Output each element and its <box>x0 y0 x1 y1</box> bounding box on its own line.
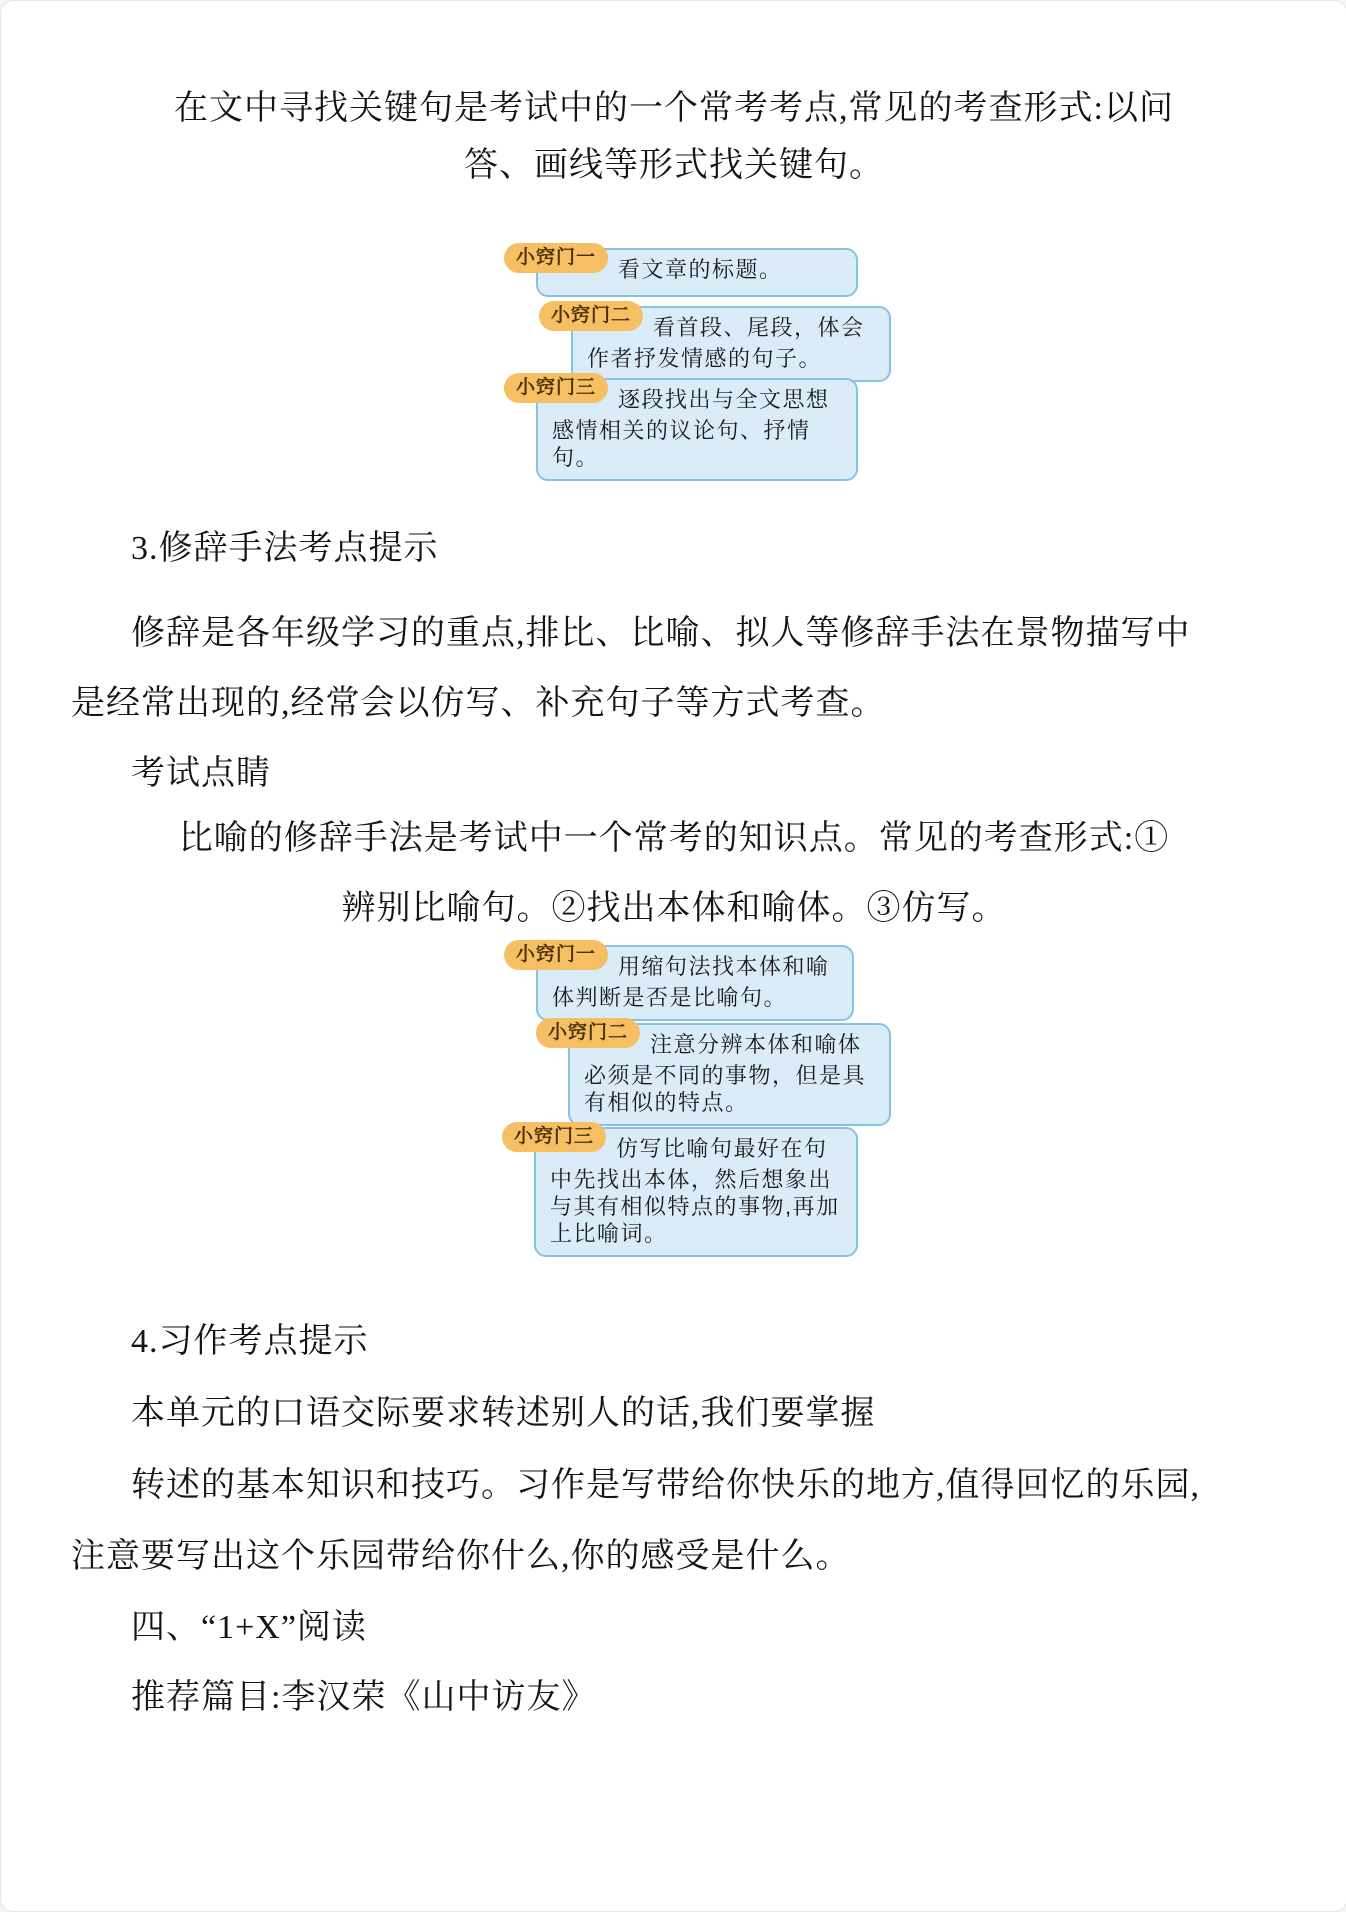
exam-tip-line-1: 比喻的修辞手法是考试中一个常考的知识点。常见的考查形式:① <box>178 820 1170 857</box>
tip-box-keyword-1 <box>516 247 858 297</box>
section-4-para-line-3: 注意要写出这个乐园带给你什么,你的感受是什么。 <box>71 1538 851 1575</box>
exam-tip-line-2: 辨别比喻句。②找出本体和喻体。③仿写。 <box>341 890 1007 927</box>
tip-badge-keyword-3: 小窍门三 <box>504 373 608 403</box>
tip-box-keyword-3 <box>516 377 858 481</box>
tip-box-keyword-2 <box>551 305 891 382</box>
section-4-heading: 4.习作考点提示 <box>131 1323 369 1360</box>
tip-text-metaphor-3: 仿写比喻句最好在句中先找出本体，然后想象出与其有相似特点的事物,再加上比喻词。 <box>550 1136 840 1246</box>
section-3-para-line-1: 修辞是各年级学习的重点,排比、比喻、拟人等修辞手法在景物描写中 <box>131 615 1191 652</box>
reading-heading: 四、“1+X”阅读 <box>131 1609 367 1646</box>
tip-text-metaphor-1: 用缩句法找本体和喻体判断是否是比喻句。 <box>552 954 830 1010</box>
tip-badge-metaphor-2: 小窍门二 <box>536 1018 640 1048</box>
tip-badge-keyword-1: 小窍门一 <box>504 243 608 273</box>
tip-badge-metaphor-3: 小窍门三 <box>502 1122 606 1152</box>
intro-line-1: 在文中寻找关键句是考试中的一个常考考点,常见的考查形式:以问 <box>174 90 1174 127</box>
tip-badge-keyword-2: 小窍门二 <box>539 301 643 331</box>
section-3-heading: 3.修辞手法考点提示 <box>131 530 439 567</box>
exam-tip-label: 考试点睛 <box>131 755 271 792</box>
section-3-para-line-2: 是经常出现的,经常会以仿写、补充句子等方式考查。 <box>71 685 886 722</box>
section-4-para-line-1: 本单元的口语交际要求转述别人的话,我们要掌握 <box>131 1395 876 1432</box>
tip-badge-metaphor-1: 小窍门一 <box>504 940 608 970</box>
tip-text-keyword-2: 看首段、尾段，体会作者抒发情感的句子。 <box>587 315 865 371</box>
tip-text-keyword-1: 看文章的标题。 <box>618 257 783 282</box>
intro-line-2: 答、画线等形式找关键句。 <box>464 147 884 184</box>
tip-box-metaphor-1 <box>516 944 854 1021</box>
tip-box-metaphor-3 <box>514 1126 858 1257</box>
tip-text-metaphor-2: 注意分辨本体和喻体必须是不同的事物，但是具有相似的特点。 <box>584 1032 867 1115</box>
tip-text-keyword-3: 逐段找出与全文思想感情相关的议论句、抒情句。 <box>552 387 830 470</box>
tip-box-metaphor-2 <box>548 1022 891 1126</box>
reading-recommendation: 推荐篇目:李汉荣《山中访友》 <box>131 1679 597 1716</box>
section-4-para-line-2: 转述的基本知识和技巧。习作是写带给你快乐的地方,值得回忆的乐园, <box>131 1467 1200 1504</box>
